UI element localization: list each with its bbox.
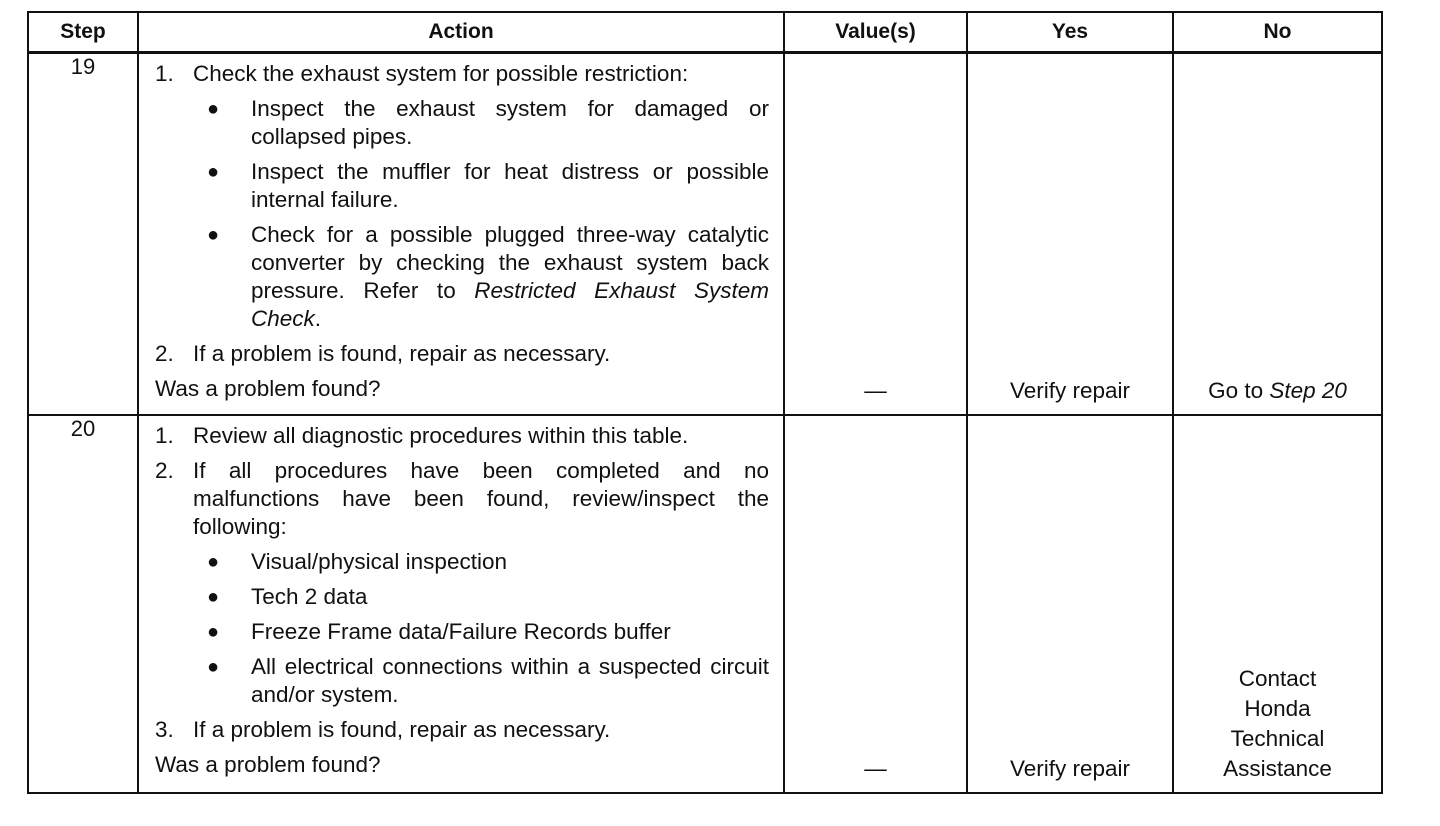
yes-text: Verify repair (1009, 756, 1131, 781)
action-item (155, 60, 769, 88)
bullet-item (193, 583, 769, 611)
value-text: — (864, 756, 887, 781)
no-cell (1173, 415, 1382, 793)
step-number: 19 (28, 53, 138, 415)
header-row (28, 12, 1382, 53)
bullet-icon: ● (207, 98, 220, 120)
action-item (155, 457, 769, 541)
no-text (1174, 376, 1381, 406)
item-text: If a problem is found, repair as necessary. (193, 716, 611, 742)
action-item (155, 340, 769, 368)
item-text: If a problem is found, repair as necessary. (193, 341, 611, 366)
item-number: 1. (155, 422, 174, 448)
item-text: Tech 2 data (251, 583, 368, 609)
question-text: Was a problem found? (155, 751, 381, 777)
item-number: 2. (155, 457, 174, 483)
no-text-line: Technical (1230, 726, 1325, 751)
header-yes: Yes (967, 12, 1173, 53)
bullet-item (193, 221, 769, 333)
no-cell (1173, 53, 1382, 415)
step-reference: Step 20 (1269, 377, 1347, 403)
bullet-item (193, 548, 769, 576)
bullet-icon: ● (207, 224, 220, 246)
header-action: Action (138, 12, 784, 53)
header-step: Step (28, 12, 138, 53)
item-number: 3. (155, 716, 174, 742)
bullet-icon: ● (207, 550, 220, 573)
value-text: — (864, 377, 887, 403)
no-text-line: Assistance (1223, 756, 1332, 781)
no-text-prefix: Go to (1208, 377, 1270, 403)
bullet-item (193, 618, 769, 646)
item-number: 1. (155, 61, 174, 86)
no-text-line: Honda (1244, 696, 1311, 721)
bullet-icon: ● (207, 161, 220, 183)
item-text-end: . (314, 306, 322, 331)
header-no: No (1173, 12, 1382, 53)
action-cell (138, 415, 784, 793)
value-cell (784, 53, 967, 415)
action-item (155, 422, 769, 450)
step-number: 20 (28, 415, 138, 793)
bullet-icon: ● (207, 620, 220, 643)
item-text: Review all diagnostic procedures within this table. (193, 422, 689, 448)
item-text-plain: Check for a possible plugged three-way catalytic converter by checking the exhaust system back pressure. Refer to (251, 222, 769, 303)
no-text-line: Contact (1238, 666, 1317, 691)
header-values: Value(s) (784, 12, 967, 53)
bullet-item (193, 653, 769, 709)
yes-text: Verify repair (1009, 377, 1131, 403)
bullet-icon: ● (207, 655, 220, 678)
bullet-icon: ● (207, 585, 220, 608)
item-number: 2. (155, 341, 174, 366)
item-text: Inspect the exhaust system for damaged or collapsed pipes. (251, 96, 769, 149)
item-text: All electrical connections within a suspected circuit and/or system. (251, 653, 769, 707)
item-text: Freeze Frame data/Failure Records buffer (251, 618, 671, 644)
item-text: Inspect the muffler for heat distress or possible internal failure. (251, 159, 769, 212)
procedure-reference: Restricted Exhaust System Check (251, 278, 769, 331)
yes-cell (967, 53, 1173, 415)
diagnostic-table (27, 11, 1383, 794)
action-cell (138, 53, 784, 415)
action-item (155, 716, 769, 744)
no-text (1174, 664, 1381, 784)
item-text: If all procedures have been completed and no malfunctions have been found, review/inspect the following: (193, 457, 769, 539)
item-text: Visual/physical inspection (251, 548, 507, 574)
value-cell (784, 415, 967, 793)
bullet-item (193, 158, 769, 214)
table-row-step-19 (28, 53, 1382, 415)
item-text: Check the exhaust system for possible restriction: (193, 61, 689, 86)
yes-cell (967, 415, 1173, 793)
question-text: Was a problem found? (155, 376, 381, 401)
item-text (251, 221, 769, 333)
table-row-step-20 (28, 415, 1382, 793)
bullet-item (193, 95, 769, 151)
